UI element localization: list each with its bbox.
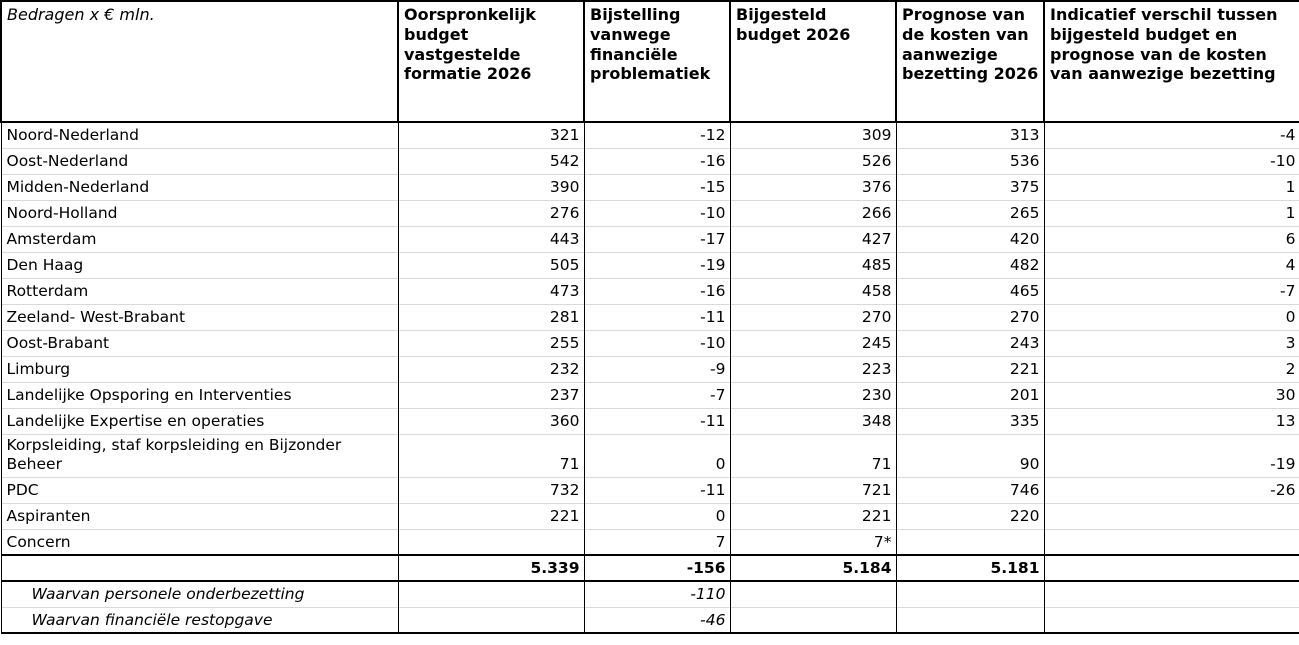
cell-value: 232 [398, 356, 584, 382]
column-header-4: Prognose van de kosten van aanwezige bezetting 2026 [896, 1, 1044, 122]
table-row [1, 174, 1299, 200]
table-row [1, 148, 1299, 174]
cell-value: 1 [1044, 200, 1299, 226]
cell-value: 465 [896, 278, 1044, 304]
cell-value: 0 [584, 434, 730, 477]
cell-value [398, 581, 584, 607]
cell-value: 5.181 [896, 555, 1044, 581]
cell-value: 281 [398, 304, 584, 330]
cell-value: 309 [730, 122, 896, 148]
column-header-3: Bijgesteld budget 2026 [730, 1, 896, 122]
table-row [1, 434, 1299, 477]
cell-value: -11 [584, 408, 730, 434]
cell-value: 13 [1044, 408, 1299, 434]
cell-value: 245 [730, 330, 896, 356]
cell-value: 221 [398, 503, 584, 529]
cell-value: 266 [730, 200, 896, 226]
row-label: Amsterdam [1, 226, 398, 252]
table-row [1, 356, 1299, 382]
cell-value [1044, 503, 1299, 529]
cell-value: 265 [896, 200, 1044, 226]
row-label: Aspiranten [1, 503, 398, 529]
cell-value: -110 [584, 581, 730, 607]
cell-value: 7 [584, 529, 730, 555]
header-row [1, 1, 1299, 122]
cell-value: -16 [584, 148, 730, 174]
cell-value: -11 [584, 477, 730, 503]
cell-value: 276 [398, 200, 584, 226]
row-label: PDC [1, 477, 398, 503]
cell-value: -15 [584, 174, 730, 200]
table-row [1, 304, 1299, 330]
cell-value: 6 [1044, 226, 1299, 252]
row-label: Oost-Nederland [1, 148, 398, 174]
cell-value: -9 [584, 356, 730, 382]
cell-value: -10 [584, 200, 730, 226]
cell-value [730, 607, 896, 633]
cell-value: -19 [584, 252, 730, 278]
cell-value: -7 [1044, 278, 1299, 304]
cell-value: 71 [730, 434, 896, 477]
table-row [1, 330, 1299, 356]
cell-value: 243 [896, 330, 1044, 356]
cell-value: 335 [896, 408, 1044, 434]
row-label: Limburg [1, 356, 398, 382]
cell-value: 360 [398, 408, 584, 434]
cell-value: 5.184 [730, 555, 896, 581]
cell-value: -4 [1044, 122, 1299, 148]
row-label: Den Haag [1, 252, 398, 278]
row-label: Midden-Nederland [1, 174, 398, 200]
column-header-5: Indicatief verschil tussen bijgesteld budget en prognose van de kosten van aanwezige bezetting [1044, 1, 1299, 122]
footnote-row [1, 607, 1299, 633]
column-header-2: Bijstelling vanwege financiële problematiek [584, 1, 730, 122]
table-row [1, 529, 1299, 555]
cell-value: 237 [398, 382, 584, 408]
row-label: Rotterdam [1, 278, 398, 304]
cell-value: -17 [584, 226, 730, 252]
row-label: Landelijke Expertise en operaties [1, 408, 398, 434]
cell-value [398, 607, 584, 633]
cell-value: 746 [896, 477, 1044, 503]
cell-value: 255 [398, 330, 584, 356]
cell-value: 313 [896, 122, 1044, 148]
cell-value: 505 [398, 252, 584, 278]
cell-value: 485 [730, 252, 896, 278]
row-label: Waarvan personele onderbezetting [1, 581, 398, 607]
cell-value [1044, 555, 1299, 581]
row-label [1, 555, 398, 581]
cell-value: 732 [398, 477, 584, 503]
cell-value [896, 529, 1044, 555]
row-label: Noord-Nederland [1, 122, 398, 148]
column-header-1: Oorspronkelijk budget vastgestelde formatie 2026 [398, 1, 584, 122]
footnote-row [1, 581, 1299, 607]
cell-value [1044, 581, 1299, 607]
table-row [1, 200, 1299, 226]
cell-value: 223 [730, 356, 896, 382]
cell-value: 71 [398, 434, 584, 477]
cell-value: 221 [896, 356, 1044, 382]
cell-value [896, 581, 1044, 607]
cell-value: 1 [1044, 174, 1299, 200]
table-row [1, 382, 1299, 408]
cell-value: 90 [896, 434, 1044, 477]
cell-value: 0 [1044, 304, 1299, 330]
cell-value [730, 581, 896, 607]
row-label: Concern [1, 529, 398, 555]
row-label: Noord-Holland [1, 200, 398, 226]
cell-value: -26 [1044, 477, 1299, 503]
cell-value: 443 [398, 226, 584, 252]
cell-value: 536 [896, 148, 1044, 174]
cell-value: -10 [1044, 148, 1299, 174]
cell-value: 420 [896, 226, 1044, 252]
cell-value: 0 [584, 503, 730, 529]
total-row [1, 555, 1299, 581]
cell-value: 7* [730, 529, 896, 555]
cell-value: 458 [730, 278, 896, 304]
table-row [1, 252, 1299, 278]
cell-value: 270 [896, 304, 1044, 330]
row-label: Zeeland- West-Brabant [1, 304, 398, 330]
row-label: Oost-Brabant [1, 330, 398, 356]
cell-value: 390 [398, 174, 584, 200]
cell-value: 3 [1044, 330, 1299, 356]
cell-value: -156 [584, 555, 730, 581]
cell-value: 482 [896, 252, 1044, 278]
cell-value: 201 [896, 382, 1044, 408]
cell-value: 4 [1044, 252, 1299, 278]
cell-value: -7 [584, 382, 730, 408]
cell-value: -10 [584, 330, 730, 356]
cell-value: -19 [1044, 434, 1299, 477]
cell-value: -12 [584, 122, 730, 148]
cell-value: 542 [398, 148, 584, 174]
cell-value [1044, 607, 1299, 633]
cell-value: 270 [730, 304, 896, 330]
cell-value: -11 [584, 304, 730, 330]
cell-value: 526 [730, 148, 896, 174]
cell-value: -16 [584, 278, 730, 304]
cell-value: 473 [398, 278, 584, 304]
table-row [1, 226, 1299, 252]
cell-value: 230 [730, 382, 896, 408]
row-label: Waarvan financiële restopgave [1, 607, 398, 633]
cell-value: 348 [730, 408, 896, 434]
cell-value: 220 [896, 503, 1044, 529]
table-row [1, 477, 1299, 503]
cell-value: -46 [584, 607, 730, 633]
table-row [1, 122, 1299, 148]
table-row [1, 408, 1299, 434]
cell-value: 2 [1044, 356, 1299, 382]
cell-value: 5.339 [398, 555, 584, 581]
cell-value [896, 607, 1044, 633]
cell-value: 321 [398, 122, 584, 148]
cell-value: 721 [730, 477, 896, 503]
cell-value: 376 [730, 174, 896, 200]
row-label: Korpsleiding, staf korpsleiding en Bijzonder Beheer [1, 434, 398, 477]
cell-value: 221 [730, 503, 896, 529]
cell-value [398, 529, 584, 555]
table-corner-label: Bedragen x € mln. [1, 1, 398, 122]
cell-value: 30 [1044, 382, 1299, 408]
table-row [1, 503, 1299, 529]
table-row [1, 278, 1299, 304]
cell-value: 427 [730, 226, 896, 252]
row-label: Landelijke Opsporing en Interventies [1, 382, 398, 408]
cell-value: 375 [896, 174, 1044, 200]
cell-value [1044, 529, 1299, 555]
